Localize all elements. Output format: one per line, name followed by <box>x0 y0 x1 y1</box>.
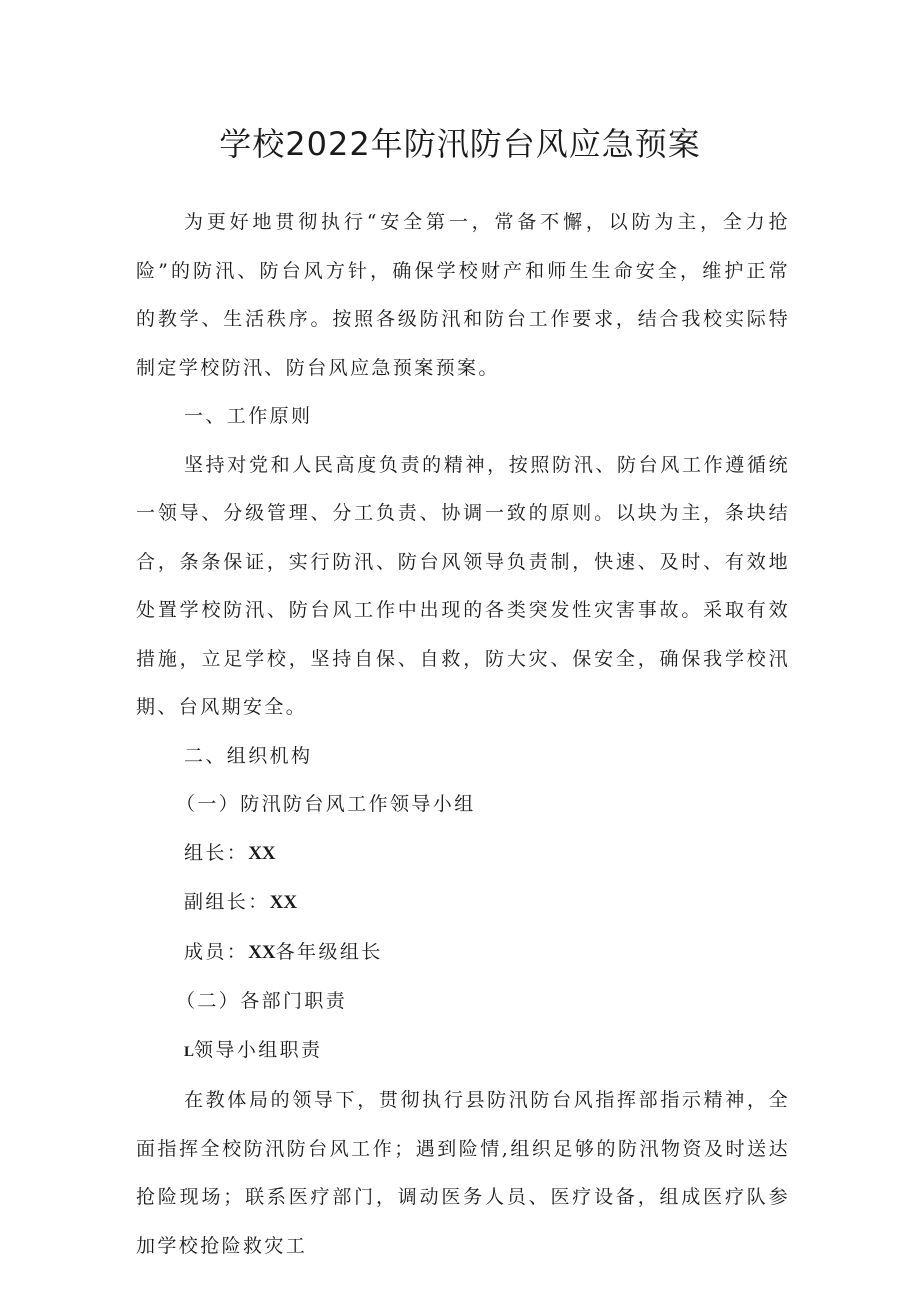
item-1-paragraph: 在教体局的领导下，贯彻执行县防汛防台风指挥部指示精神，全面指挥全校防汛防台风工作；遇到险情,组织足够的防汛物资及时送达抢险现场；联系医疗部门，调动医务人员、医疗设备，组成医疗队参加学校抢险救灾工 <box>136 1089 790 1257</box>
document-body <box>136 198 790 1270</box>
section-1-heading: 一、工作原则 <box>184 405 313 427</box>
item-1-heading-line <box>136 1026 790 1077</box>
members-line <box>136 928 790 978</box>
subsection-2-heading: （二）各部门职责 <box>176 990 348 1012</box>
members-value: XX <box>248 941 276 963</box>
section-2-heading: 二、组织机构 <box>184 744 313 767</box>
document-title: 学校2022年防汛防台风应急预案 <box>219 125 701 163</box>
members-suffix: 各年级组长 <box>275 940 383 963</box>
intro-paragraph: 为更好地贯彻执行“安全第一，常备不懈，以防为主，全力抢险”的防汛、防台风方针，确保学校财产和师生生命安全，维护正常的教学、生活秩序。按照各级防汛和防台工作要求，结合我校实际特制定学校防汛、防台风应急预案预案。 <box>136 211 790 379</box>
leader-label: 组长： <box>184 841 249 864</box>
deputy-line <box>136 878 790 928</box>
deputy-label: 副组长： <box>184 891 270 913</box>
section-1-paragraph: 坚持对党和人民高度负责的精神，按照防汛、防台风工作遵循统一领导、分级管理、分工负责、协调一致的原则。以块为主，条块结合，条条保证，实行防汛、防台风领导负责制，快速、及时、有效地处置学校防汛、防台风工作中出现的各类突发性灾害事故。采取有效措施，立足学校，坚持自保、自救，防大灾、保安全，确保我学校汛期、台风期安全。 <box>136 453 790 718</box>
deputy-value: XX <box>269 892 298 913</box>
item-1-heading: 领导小组职责 <box>194 1038 323 1061</box>
subsection-1-heading: （一）防汛防台风工作领导小组 <box>176 793 476 815</box>
members-label: 成员： <box>184 940 249 963</box>
leader-value: XX <box>248 842 276 864</box>
leader-line <box>136 829 790 879</box>
item-1-marker: L <box>184 1043 195 1060</box>
